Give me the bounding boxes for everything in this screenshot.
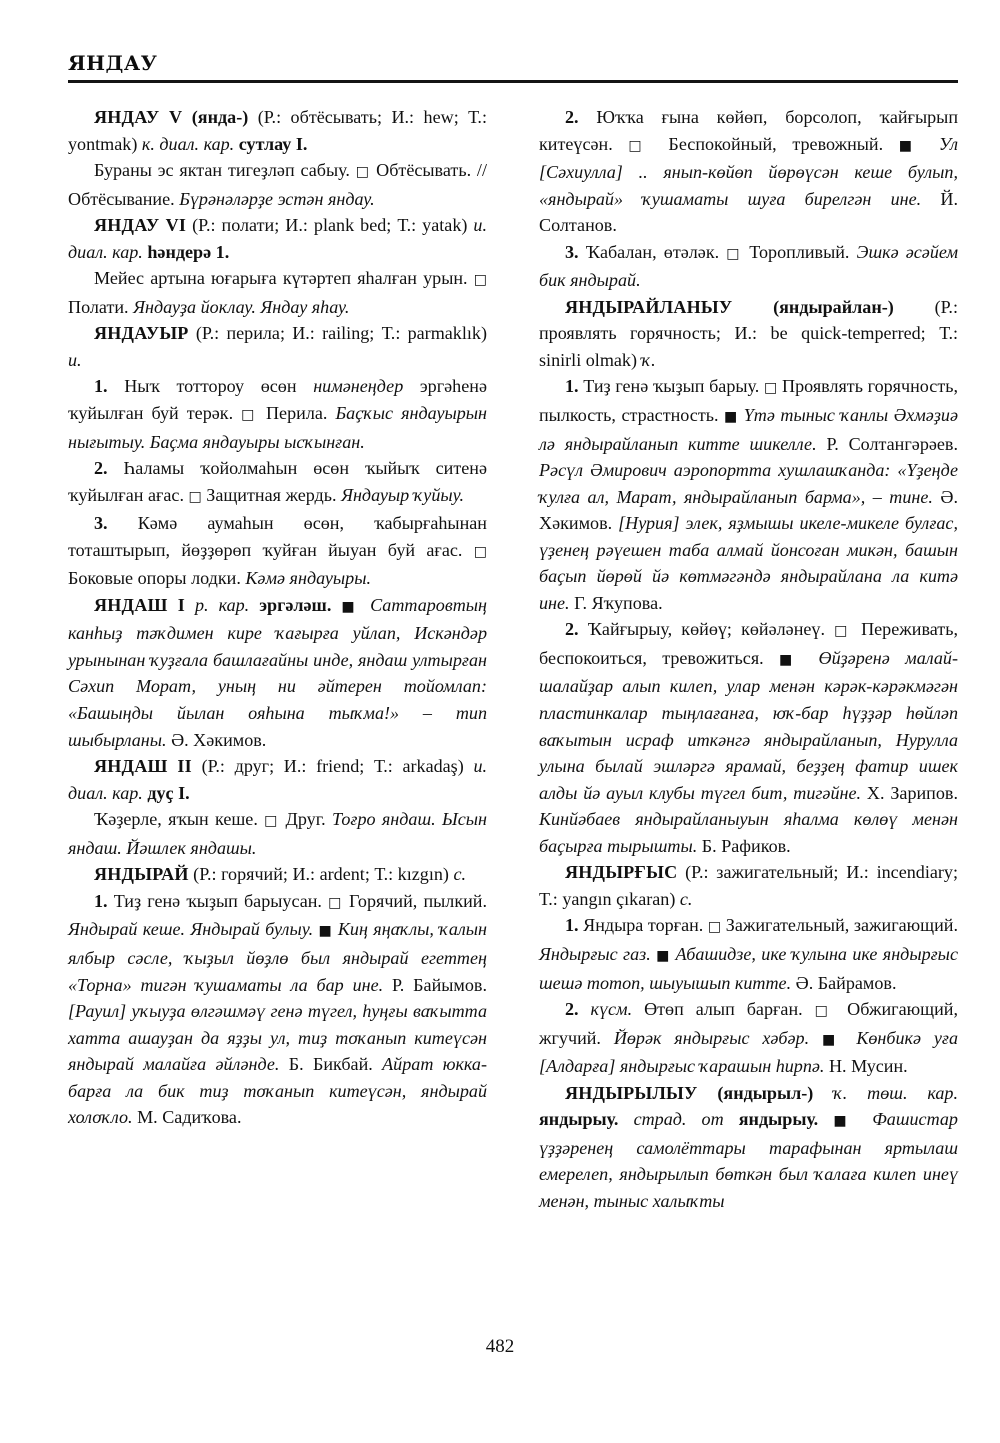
sense-paragraph: Ҡәҙерле, яҡын кеше. □ Друг. Тоғро яндаш. Ысын яндаш. Йәшлек яндашы.	[68, 809, 488, 858]
column-left	[68, 104, 487, 1299]
header-rule	[68, 80, 958, 83]
sense-paragraph: 2. Ҡайғырыу, көйөү; көйәләнеү. □ Переживать, беспокоиться, тревожиться. ■ Өйҙәренә малай-шалайҙар алып килеп, улар менән кәрәк-кәрәкмәгән пластинкалар тыңлағанға, юҡ-бар һүҙҙәр һөйләп ваҡытын исраф иткәнгә яндырайланып, Нурулла улына былай эшләргә ярамай, беҙҙең фатир ишек алды йә ауыл клубы түгел бит, тигәйне. Х. Зарипов. Кинйәбаев яндырайланыуын яһалма көлөү менән баҫырға тырышты. Б. Рафиков.	[539, 619, 958, 856]
dictionary-entry: ЯНДАШ I р. кар. эргәләш. ■ Саттаровтың канһыҙ тәҡдимен кире ҡағырға уйлап, Искәндәр урынынан ҡуҙғала башлағайны инде, яндаш ултырған Сәхип Морат, уның ни әйтерен тойомлап: «Башыңды йылан ояһына тыҡма!» – тип шыбырланы. Ә. Хәкимов.	[68, 594, 487, 750]
running-head-area	[68, 52, 958, 83]
dictionary-entry: ЯНДЫРҒЫС (Р.: зажигательный; И.: incendiary; Т.: yangın çıkaran) с.	[539, 862, 958, 909]
sense-paragraph: 2. Юҡҡа ғына көйөп, борсолоп, ҡайғырып китеүсән. □ Беспокойный, тревожный. ■ Ул [Сәхиулла] .. янып-көйөп йөрөүсән кеше булып, «яндырай» ҡушаматы шуға бирелгән ине. Й. Солтанов.	[539, 107, 959, 236]
page-number: 482	[485, 1336, 515, 1357]
sense-paragraph: Мейес артына юғарыға күтәртеп яһалған урын. □ Полати. Яндауҙа йоклау. Яндау яһау.	[68, 268, 487, 317]
sense-paragraph: 1. Тиҙ генә ҡыҙып барыу. □ Проявлять горячность, пылкость, страстность. ■ Үтә тыныс ҡанлы Әхмәҙиә лә яндырайланып китте шикелле. Р. Солтангәрәев. Рәсүл Әмирович аэропортта хушлашҡанда: «Үҙеңде ҡулға ал, Марат, яндырайланып барма», – тине. Ә. Хәкимов. [Нурия] элек, яҙмышы икеле-микеле булғас, үҙенең рәүешен таба алмай йонсоған микән, башын баҫып йөрөй йә көтмәгәндә яндырайлана ла китә ине. Г. Яҡупова.	[539, 376, 958, 613]
dictionary-entry: ЯНДЫРЫЛЫУ (яндырыл-) ҡ. төш. кар. яндырыу. страд. от яндырыу. ■ Фашистар үҙҙәренең самолёттары тарафынан яртылаш емерелеп, яндырылып бөткән был ҡалаға килеп инеү менән, тыныс халыҡты	[539, 1082, 958, 1211]
sense-paragraph: 2. күсм. Өтөп алып барған. □ Обжигающий, жгучий. Йөрәк яндырғыс хәбәр. ■ Көнбикә уға [Алдарға] яндырғыс ҡарашын һирпә. Н. Мусин.	[539, 999, 959, 1077]
dictionary-entry: ЯНДАШ II (Р.: друг; И.: friend; Т.: arkadaş) и. диал. кар. дуҫ I.	[68, 756, 488, 803]
dictionary-entry: ЯНДАУЫР (Р.: перила; И.: railing; Т.: parmaklık) и.	[68, 323, 487, 370]
sense-paragraph: Бураны эс яктан тигеҙләп сабыу. □ Обтёсывать. // Обтёсывание. Бүрәнәләрҙе эстән яндау.	[68, 160, 487, 209]
sense-paragraph: 3. Ҡабалан, өтәләк. □ Торопливый. Эшкә әсәйем бик яндырай.	[539, 241, 959, 291]
dictionary-entry: ЯНДЫРАЙ (Р.: горячий; И.: ardent; Т.: kızgın) с.	[94, 864, 467, 885]
running-head: ЯНДАУ	[68, 51, 158, 75]
dictionary-entry: ЯНДАУ VI (Р.: полати; И.: plank bed; Т.: yatak) и. диал. кар. һәндерә 1.	[68, 215, 487, 262]
dictionary-entry: ЯНДЫРАЙЛАНЫУ (яндырайлан-) (Р.: проявлять горячность; И.: be quick-temperred; Т.: sinirli olmak) ҡ.	[539, 296, 958, 370]
sense-paragraph: 1. Ныҡ тоттороу өсөн нимәнеңдер эргәһенә ҡуйылған буй терәк. □ Перила. Баҫҡыс яндауырын нығытыу. Баҫма яндауыры ысҡынған.	[68, 376, 488, 452]
sense-paragraph: 3. Кәмә аумаһын өсөн, ҡабырғаһынан тоташтырып, йөҙҙөрөп ҡуйған йыуан буй ағас. □ Боковые опоры лодки. Кәмә яндауыры.	[68, 513, 487, 589]
dictionary-entry: ЯНДАУ V (янда-) (Р.: обтёсывать; И.: hew; Т.: yontmak) к. диал. кар. сутлау I.	[68, 107, 487, 154]
text-columns	[68, 104, 958, 1299]
sense-paragraph: 1. Тиҙ генә ҡыҙып барыусан. □ Горячий, пылкий. Яндырай кеше. Яндырай булыу. ■ Киң яңаҡлы, ҡалын ялбыр сәсле, ҡыҙыл йөҙлө был яндырай егеттең «Торна» тигән ҡушаматы ла бар ине. Р. Байымов. [Рауил] уҡыуҙа өлгәшмәү генә түгел, һуңғы ваҡытта хатта ашауҙан да яҙҙы ул, тиҙ тоҡанып китеүсән яндырай малайға әйләнде. Б. Бикбай. Айрат юкка-барға ла бик тиҙ тоҡанып китеүсән, яндырай холоҡло. М. Садиҡова.	[68, 890, 488, 1128]
column-right	[539, 104, 958, 1299]
sense-paragraph: 2. Һаламы ҡойолмаһын өсөн ҡыйыҡ ситенә ҡуйылған ағас. □ Защитная жердь. Яндауыр ҡуйыу.	[68, 458, 487, 505]
sense-paragraph: 1. Яндыра торған. □ Зажигательный, зажигающий. Яндырғыс газ. ■ Абашидзе, ике ҡулына ике яндырғыс шешә тотоп, шыуышып китте. Ә. Байрамов.	[539, 915, 959, 993]
